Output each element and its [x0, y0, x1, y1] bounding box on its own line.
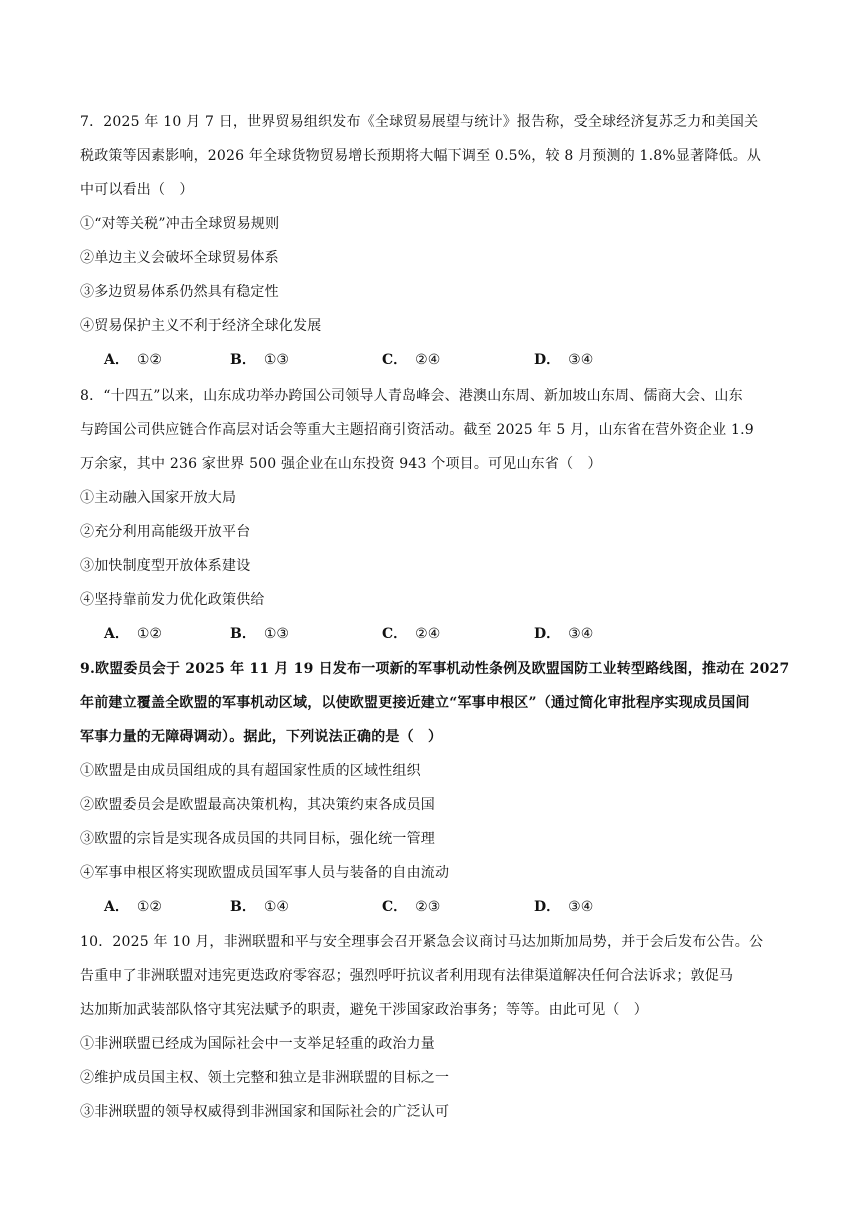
option-c[interactable]: [382, 624, 440, 644]
option-key: D．: [534, 899, 561, 915]
question-9-statement-3: ③欧盟的宗旨是实现各成员国的共同目标，强化统一管理: [80, 831, 435, 847]
question-7-statement-3: ③多边贸易体系仍然具有稳定性: [80, 284, 279, 300]
option-b[interactable]: [230, 897, 289, 917]
option-key: C．: [382, 899, 408, 915]
option-key: A．: [104, 352, 129, 368]
option-key: D．: [534, 626, 561, 642]
question-9-statement-1: ①欧盟是由成员国组成的具有超国家性质的区域性组织: [80, 763, 421, 779]
option-a[interactable]: [104, 624, 162, 644]
option-text: ③④: [568, 899, 594, 915]
option-text: ②③: [415, 899, 441, 915]
option-b[interactable]: [230, 350, 289, 370]
question-7-statement-1: ①“对等关税”冲击全球贸易规则: [80, 216, 280, 232]
question-8-stem-line-2: 与跨国公司供应链合作高层对话会等重大主题招商引资活动。截至 2025 年 5 月，山东省在营外资企业 1.9: [80, 422, 754, 438]
question-7-statement-2: ②单边主义会破坏全球贸易体系: [80, 250, 279, 266]
question-7-stem-line-1: 7．2025 年 10 月 7 日，世界贸易组织发布《全球贸易展望与统计》报告称，受全球经济复苏乏力和美国关: [80, 114, 759, 130]
option-text: ①②: [136, 352, 162, 368]
question-10-statement-1: ①非洲联盟已经成为国际社会中一支举足轻重的政治力量: [80, 1036, 435, 1052]
option-c[interactable]: [382, 350, 440, 370]
option-text: ①②: [136, 899, 162, 915]
option-key: C．: [382, 626, 408, 642]
question-10-statement-3: ③非洲联盟的领导权威得到非洲国家和国际社会的广泛认可: [80, 1104, 450, 1120]
option-text: ①②: [136, 626, 162, 642]
option-key: C．: [382, 352, 408, 368]
option-key: B．: [230, 899, 256, 915]
question-8-statement-3: ③加快制度型开放体系建设: [80, 558, 251, 574]
question-8-stem-line-3: 万余家，其中 236 家世界 500 强企业在山东投资 943 个项目。可见山东省（ ）: [80, 456, 602, 472]
question-9-stem-line-1: 9.欧盟委员会于 2025 年 11 月 19 日发布一项新的军事机动性条例及欧盟国防工业转型路线图，推动在 2027: [80, 661, 790, 677]
question-8-statement-1: ①主动融入国家开放大局: [80, 490, 237, 506]
option-text: ②④: [415, 626, 441, 642]
option-a[interactable]: [104, 897, 162, 917]
option-text: ③④: [568, 626, 594, 642]
option-a[interactable]: [104, 350, 162, 370]
option-key: B．: [230, 626, 256, 642]
question-9-options: [104, 897, 704, 917]
option-b[interactable]: [230, 624, 289, 644]
option-text: ①④: [263, 899, 289, 915]
option-text: ③④: [568, 352, 594, 368]
question-8-stem-line-1: 8．“十四五”以来，山东成功举办跨国公司领导人青岛峰会、港澳山东周、新加坡山东周、儒商大会、山东: [80, 388, 743, 404]
option-key: A．: [104, 899, 129, 915]
question-10-stem-line-3: 达加斯加武装部队恪守其宪法赋予的职责，避免干涉国家政治事务；等等。由此可见（ ）: [80, 1002, 648, 1018]
question-10-statement-2: ②维护成员国主权、领土完整和独立是非洲联盟的目标之一: [80, 1070, 450, 1086]
option-key: A．: [104, 626, 129, 642]
question-10-stem-line-1: 10．2025 年 10 月，非洲联盟和平与安全理事会召开紧急会议商讨马达加斯加局势，并于会后发布公告。公: [80, 934, 764, 950]
option-d[interactable]: [534, 897, 593, 917]
option-text: ②④: [415, 352, 441, 368]
option-d[interactable]: [534, 350, 593, 370]
option-text: ①③: [263, 352, 289, 368]
question-8-options: [104, 624, 704, 644]
option-d[interactable]: [534, 624, 593, 644]
question-7-stem-line-3: 中可以看出（ ）: [80, 182, 194, 198]
question-9-stem-line-2: 年前建立覆盖全欧盟的军事机动区域，以使欧盟更接近建立“军事申根区”（通过简化审批程序实现成员国间: [80, 695, 750, 711]
option-key: D．: [534, 352, 561, 368]
question-10-stem-line-2: 告重申了非洲联盟对违宪更迭政府零容忍；强烈呼吁抗议者利用现有法律渠道解决任何合法诉求；敦促马: [80, 968, 734, 984]
question-9-stem-line-3: 军事力量的无障碍调动）。据此，下列说法正确的是（ ）: [80, 729, 443, 745]
question-7-statement-4: ④贸易保护主义不利于经济全球化发展: [80, 318, 322, 334]
question-9-statement-2: ②欧盟委员会是欧盟最高决策机构，其决策约束各成员国: [80, 797, 435, 813]
option-c[interactable]: [382, 897, 440, 917]
option-text: ①③: [263, 626, 289, 642]
question-8-statement-4: ④坚持靠前发力优化政策供给: [80, 592, 265, 608]
question-7-stem-line-2: 税政策等因素影响，2026 年全球货物贸易增长预期将大幅下调至 0.5%，较 8 月预测的 1.8%显著降低。从: [80, 148, 762, 164]
question-8-statement-2: ②充分利用高能级开放平台: [80, 524, 251, 540]
option-key: B．: [230, 352, 256, 368]
question-9-statement-4: ④军事申根区将实现欧盟成员国军事人员与装备的自由流动: [80, 865, 450, 881]
question-7-options: [104, 350, 704, 370]
